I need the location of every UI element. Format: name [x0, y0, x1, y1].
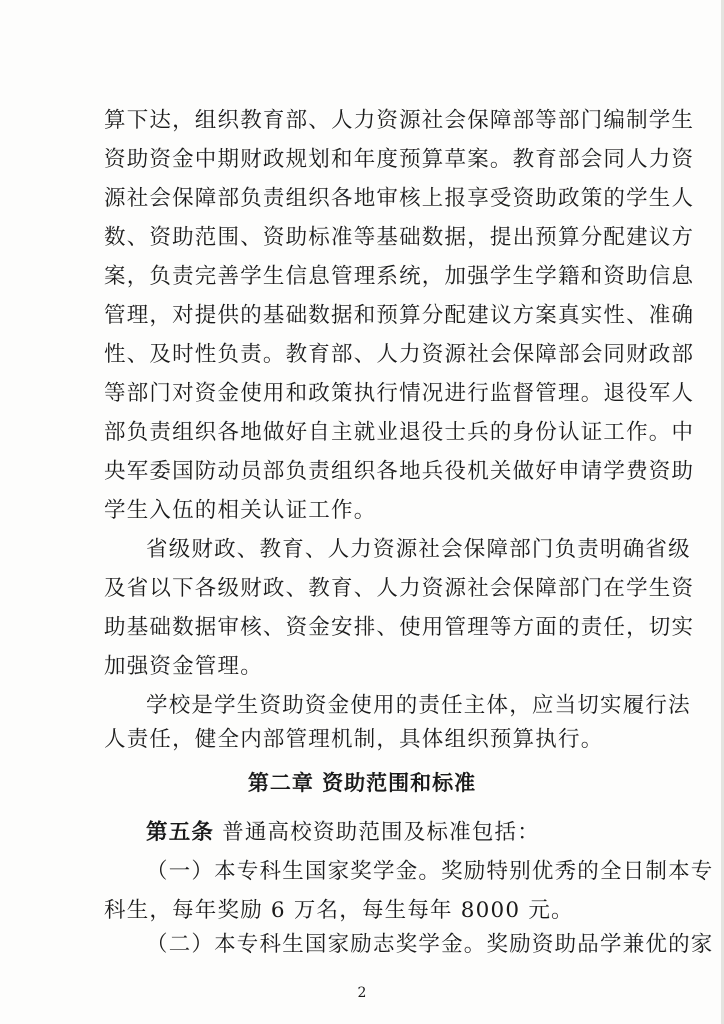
- body-line: 加强资金管理。: [104, 654, 263, 679]
- body-line: 央军委国防动员部负责组织各地兵役机关做好申请学费资助: [104, 459, 695, 484]
- body-line: 部负责组织各地做好自主就业退役士兵的身份认证工作。中: [104, 420, 695, 445]
- body-line: 算下达，组织教育部、人力资源社会保障部等部门编制学生: [104, 108, 695, 133]
- article-5-text: 普通高校资助范围及标准包括：: [214, 820, 540, 845]
- body-line: 学生入伍的相关认证工作。: [104, 498, 377, 523]
- body-line: 人责任，健全内部管理机制，具体组织预算执行。: [104, 727, 604, 752]
- body-line: 资助资金中期财政规划和年度预算草案。教育部会同人力资: [104, 147, 695, 172]
- chapter-title: 第二章 资助范围和标准: [247, 771, 477, 795]
- body-line: 源社会保障部负责组织各地审核上报享受资助政策的学生人: [104, 186, 695, 211]
- body-line: 助基础数据审核、资金安排、使用管理等方面的责任，切实: [104, 615, 695, 640]
- body-line: 性、及时性负责。教育部、人力资源社会保障部会同财政部: [104, 342, 695, 367]
- body-line: 等部门对资金使用和政策执行情况进行监督管理。退役军人: [104, 381, 695, 406]
- item-1-line: （一）本专科生国家奖学金。奖励特别优秀的全日制本专: [146, 859, 714, 884]
- paragraph-start-line: 省级财政、教育、人力资源社会保障部门负责明确省级: [146, 537, 691, 562]
- paragraph-start-line: 学校是学生资助资金使用的责任主体，应当切实履行法: [146, 693, 691, 718]
- body-line: 数、资助范围、资助标准等基础数据，提出预算分配建议方: [104, 225, 695, 250]
- article-5-label: 第五条: [146, 820, 215, 845]
- body-line: 案，负责完善学生信息管理系统，加强学生学籍和资助信息: [104, 264, 695, 289]
- item-1-line: 科生，每年奖励 6 万名，每生每年 8000 元。: [104, 898, 574, 923]
- article-5-line: [146, 818, 624, 848]
- item-2-line: （二）本专科生国家励志奖学金。奖励资助品学兼优的家: [146, 932, 714, 957]
- body-line: 管理，对提供的基础数据和预算分配建议方案真实性、准确: [104, 303, 695, 328]
- page-number: 2: [357, 985, 367, 1001]
- body-line: 及省以下各级财政、教育、人力资源社会保障部门在学生资: [104, 576, 695, 601]
